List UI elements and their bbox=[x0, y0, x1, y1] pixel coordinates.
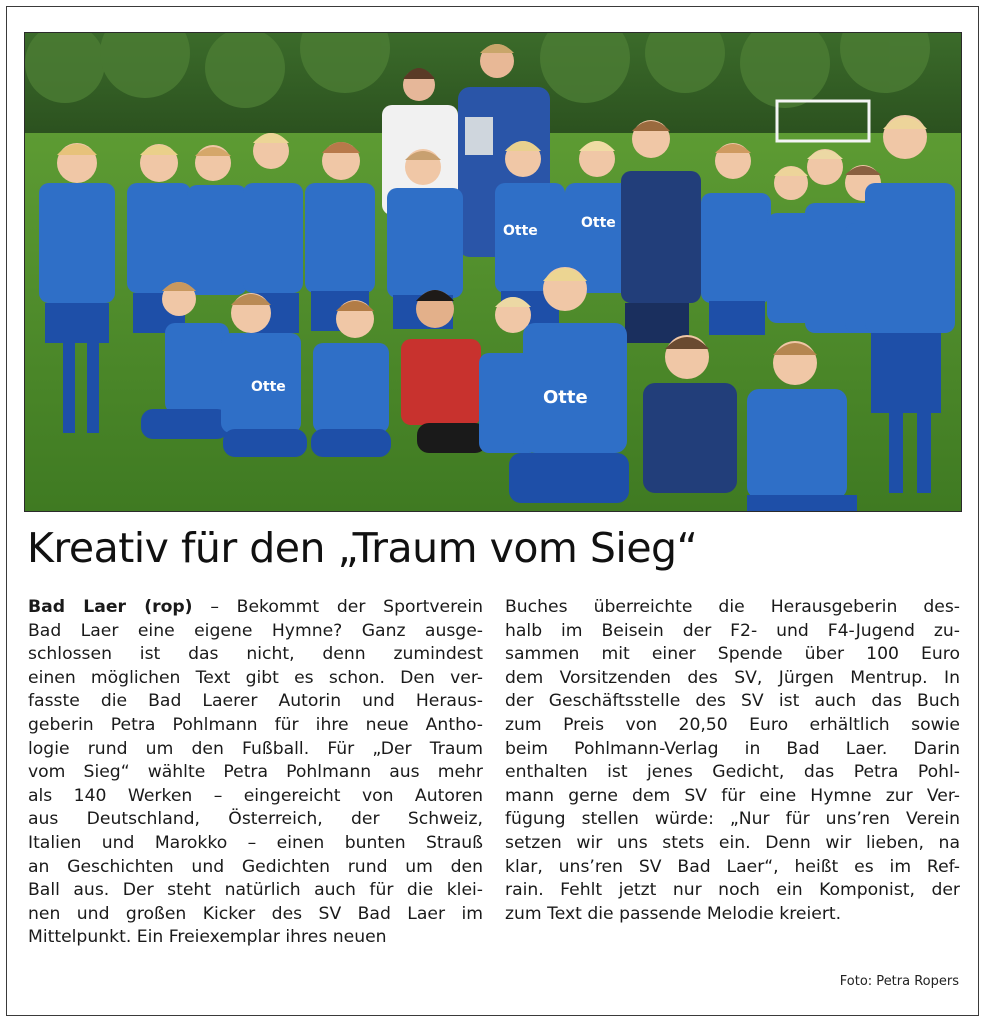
article-line: fasste die Bad Laerer Autorin und Heraus- bbox=[28, 691, 483, 712]
article-line: enthalten ist jenes Gedicht, das Petra Pohl- bbox=[505, 762, 960, 783]
article-headline: Kreativ für den „Traum vom Sieg“ bbox=[27, 524, 698, 572]
article-line: logie rund um den Fußball. Für „Der Traum bbox=[28, 738, 483, 759]
article-line: geberin Petra Pohlmann für ihre neue Antho- bbox=[28, 714, 483, 735]
article-line: schlossen ist das nicht, denn zumindest bbox=[28, 644, 483, 665]
article-line: halb im Beisein der F2- und F4-Jugend zu- bbox=[505, 620, 960, 641]
article-line: rain. Fehlt jetzt nur noch ein Komponist, der bbox=[505, 880, 960, 901]
article-line: klar, uns’ren SV Bad Laer“, heißt es im Ref- bbox=[505, 856, 960, 877]
article-line: der Geschäftsstelle des SV ist auch das Buch bbox=[505, 691, 960, 712]
article-line: einen möglichen Text gibt es schon. Den ver- bbox=[28, 667, 483, 688]
article-line: Bad Laer eine eigene Hymne? Ganz ausge- bbox=[28, 620, 483, 641]
article-line: Buches überreichte die Herausgeberin des- bbox=[505, 597, 960, 617]
article-line: an Geschichten und Gedichten rund um den bbox=[28, 856, 483, 877]
article-line: dem Vorsitzenden des SV, Jürgen Mentrup. In bbox=[505, 667, 960, 688]
jersey-sponsor-label: Otte bbox=[581, 215, 616, 231]
article-line: fügung stellen würde: „Nur für uns’ren Verein bbox=[505, 809, 960, 830]
photo-credit: Foto: Petra Ropers bbox=[839, 974, 959, 989]
article-line: nen und großen Kicker des SV Bad Laer im bbox=[28, 903, 483, 924]
article-line: setzen wir uns stets ein. Denn wir lieben, na bbox=[505, 832, 960, 853]
article-line: Italien und Marokko – einen bunten Strauß bbox=[28, 832, 483, 853]
jersey-sponsor-label: Otte bbox=[503, 223, 538, 239]
article-dateline: Bad Laer (rop) bbox=[28, 597, 193, 617]
article-line: Bad Laer (rop) – Bekommt der Sportverein bbox=[28, 597, 483, 617]
article-line: als 140 Werken – eingereicht von Autoren bbox=[28, 785, 483, 806]
team-photo bbox=[24, 32, 962, 512]
article-line: zum Text die passende Melodie kreiert. bbox=[505, 903, 842, 924]
article-line: Mittelpunkt. Ein Freiexemplar ihres neuen bbox=[28, 927, 387, 948]
article-line: mann gerne dem SV für eine Hymne zur Ver- bbox=[505, 785, 960, 806]
article-line: zum Preis von 20,50 Euro erhältlich sowie bbox=[505, 714, 960, 735]
article-line: Ball aus. Der steht natürlich auch für die klei- bbox=[28, 880, 483, 901]
jersey-sponsor-label: Otte bbox=[251, 379, 286, 395]
article-line: vom Sieg“ wählte Petra Pohlmann aus mehr bbox=[28, 762, 483, 783]
article-line: aus Deutschland, Österreich, der Schweiz, bbox=[28, 809, 483, 830]
article-line: beim Pohlmann-Verlag in Bad Laer. Darin bbox=[505, 738, 960, 759]
team-photo-illustration bbox=[25, 33, 961, 511]
jersey-sponsor-label: Otte bbox=[543, 387, 588, 408]
article-line: sammen mit einer Spende über 100 Euro bbox=[505, 644, 960, 665]
article-right-column bbox=[505, 596, 960, 926]
article-left-column bbox=[28, 596, 483, 950]
